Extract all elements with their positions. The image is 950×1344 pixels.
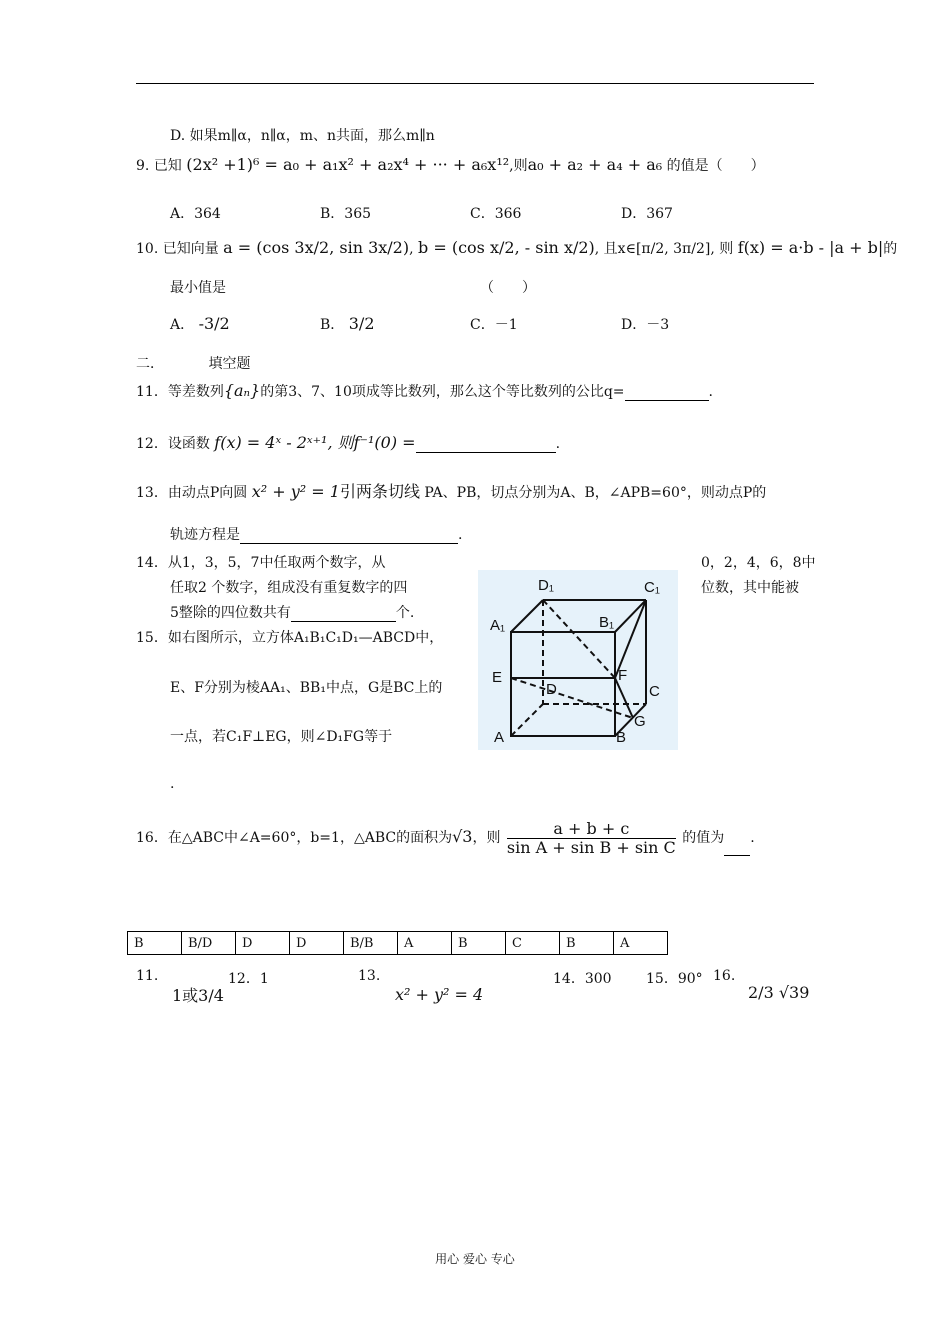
q12-answer-blank[interactable] [416,452,556,453]
q14-line1a-text: 从1，3，5，7中任取两个数字，从 [167,555,386,571]
q9-option-d: D．367 [621,206,673,222]
answer-15: 15．90° [646,971,703,987]
q16-number: 16． [136,830,168,847]
answer-12: 12．1 [228,971,269,987]
section2-title: 填空题 [208,356,251,372]
figure-watermark-bg [478,570,678,750]
q13-answer-blank[interactable] [240,543,458,544]
q16-text: 在△ABC中∠A=60°，b=1，△ABC的面积为 [167,830,453,847]
q12-number: 12． [136,436,168,452]
q13-number: 13． [136,485,168,501]
q14-line3-end: 个. [395,605,415,621]
q13-prefix: 由动点P向圆 [167,485,248,501]
answer-cell: B/D [182,932,236,955]
answer-cell: D [236,932,290,955]
answer-cell: C [506,932,560,955]
q10-line2: 最小值是 [170,280,226,296]
answer-cell: B [128,932,182,955]
q9-formula: (2x² +1)⁶ = a₀ + a₁x² + a₂x⁴ + ··· + a₆x¹² [186,155,510,174]
q16-answer-blank[interactable] [724,855,750,856]
q11-line [136,381,713,401]
header-rule [136,83,814,84]
q10-option-b [320,314,375,334]
q9-expr: a₀ + a₂ + a₄ + a₆ [527,155,663,174]
q13-text: PA、PB，切点分别为A、B，∠APB=60°，则动点P的 [424,485,767,501]
q10-option-a-value: -3/2 [198,314,230,333]
q9-option-a: A．364 [170,206,221,222]
q16-numerator: a + b + c [507,820,676,839]
q15-line2: E、F分别为棱AA₁、BB₁中点，G是BC上的 [170,680,443,696]
q14-line2a: 任取2 个数字，组成没有重复数字的四 [170,580,408,596]
cube-figure [478,570,678,750]
q11-prefix: 等差数列 [167,384,224,400]
q14-answer-blank[interactable] [291,621,396,622]
q10-option-d: D．－3 [621,317,670,333]
q13-mid: 引两条切线 [339,482,420,501]
label-g: G [634,713,646,730]
q13-line2 [170,524,462,544]
label-e: E [492,669,503,686]
q9-mid: ,则 [509,158,528,174]
section2-heading [136,353,250,373]
label-d: D [546,681,557,698]
q9-suffix: 的值是（ ） [666,158,765,174]
q10-option-b-value: 3/2 [348,314,375,333]
q10-option-a-label: A． [170,317,195,333]
label-b: B [616,729,627,746]
q16-line [136,820,755,856]
q10-cond: , 且x∈[π/2, 3π/2], 则 [594,241,734,257]
answer-table [127,931,668,955]
q16-root: √3 [452,827,473,847]
q9-option-b: B．365 [320,206,372,222]
q14-line3 [170,602,414,622]
q11-answer-blank[interactable] [625,400,709,401]
q12-line [136,430,560,453]
q12-prefix: 设函数 [167,436,210,452]
label-c: C [649,683,660,700]
label-d1: D₁ [538,577,554,594]
answer-cell: D [290,932,344,955]
q10-suffix: 的 [883,241,898,257]
answer-14: 14．300 [553,971,612,987]
q10-prefix: 已知向量 [162,241,219,257]
q13-end: . [458,527,463,543]
q10-func: f(x) = a·b - |a + b| [737,238,884,257]
q10-line: 10. 已知向量 a = (cos 3x/2, sin 3x/2), b = (cos x/2, - sin x/2), 且x∈[π/2, 3π/2], 则 f(x) = a·b - |a + b|的 [136,238,898,257]
q14-line2b: 位数，其中能被 [701,580,799,596]
answer-cell: A [614,932,668,955]
q9-prefix: 已知 [153,158,182,174]
label-a: A [494,729,505,746]
q11-seq: {aₙ} [223,381,261,400]
answer-13-label: 13. [358,968,381,984]
q15-line1-text: 如右图所示，立方体A₁B₁C₁D₁—ABCD中， [167,630,444,646]
q14-line1b: 0，2，4，6，8中 [701,555,816,571]
answer-cell: B [560,932,614,955]
q10-paren: （ ） [480,280,536,296]
answer-16-value: 2/3 √39 [748,983,810,1002]
q9-number: 9. [136,158,150,174]
answer-16-label: 16. [713,968,736,984]
answer-13-value: x² + y² = 4 [395,985,484,1004]
q10-option-b-label: B． [320,317,345,333]
answer-11-value: 1或3/4 [172,986,224,1005]
label-f: F [618,667,628,684]
answer-row [128,932,668,955]
answer-cell: A [398,932,452,955]
answer-cell: B [452,932,506,955]
answer-11-label: 11. [136,968,159,984]
q8-option-d: D. 如果m∥α，n∥α，m、n共面，那么m∥n [170,128,435,144]
q9-option-c: C．366 [470,206,522,222]
q13-line [136,479,766,502]
q14-number: 14． [136,555,168,571]
q15-line3: 一点，若C₁F⊥EG，则∠D₁FG等于 [170,729,393,745]
page-footer: 用心 爱心 专心 [435,1252,515,1266]
q13-line2-label: 轨迹方程是 [170,527,240,543]
label-b1: B₁ [599,614,615,631]
q12-end: . [555,436,561,452]
label-c1: C₁ [644,579,660,596]
q10-vec-b: b = (cos x/2, - sin x/2) [418,238,595,257]
q12-formula: f(x) = 4ˣ - 2ˣ⁺¹, 则f⁻¹(0) = [214,433,416,452]
q16-end: 的值为 [682,830,725,847]
answer-cell: B/B [344,932,398,955]
q16-fraction [507,820,676,856]
q14-line1a [136,552,385,572]
q15-line4: . [170,776,175,792]
q10-option-a [170,314,230,334]
q13-formula: x² + y² = 1 [251,482,340,501]
q11-end: . [708,384,713,400]
q10-option-c: C．－1 [470,317,518,333]
q11-number: 11． [136,384,168,400]
q15-line1 [136,627,443,647]
q14-line3-text: 5整除的四位数共有 [170,605,291,621]
q9-line [136,155,765,175]
q16-denominator: sin A + sin B + sin C [506,837,676,857]
q10-number: 10. [136,241,159,257]
section2-label: 二． [136,356,164,372]
q16-end2: . [750,830,755,847]
q16-mid: ，则 [472,830,501,847]
label-a1: A₁ [490,617,506,634]
q11-text: 的第3、7、10项成等比数列，那么这个等比数列的公比q= [260,384,625,400]
q15-number: 15． [136,630,168,646]
q10-vec-a: a = (cos 3x/2, sin 3x/2) [223,238,410,257]
